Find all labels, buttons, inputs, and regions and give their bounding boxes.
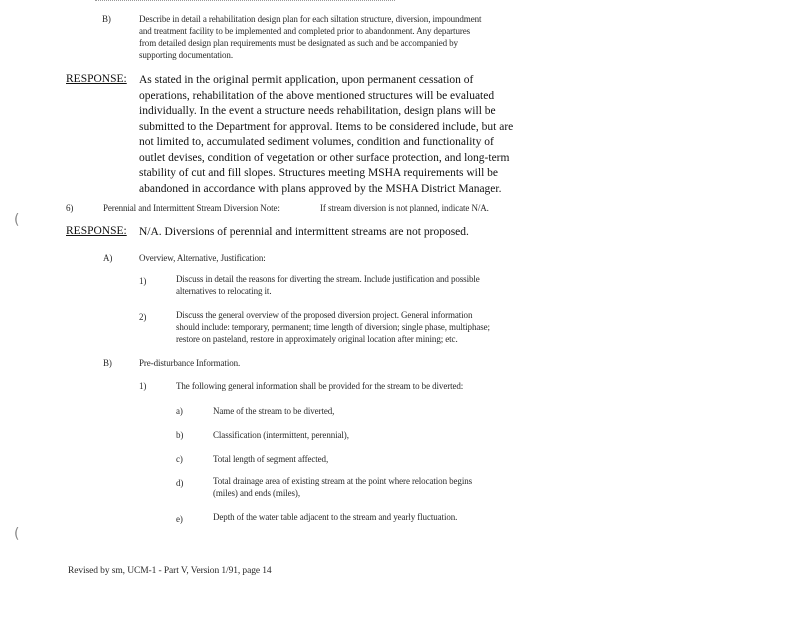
response-line: operations, rehabilitation of the above mentioned structures will be evaluated: [139, 89, 495, 102]
response-line: not limited to, accumulated sediment volumes, condition and functionality of: [139, 136, 494, 148]
binder-hole-mark: (: [14, 212, 20, 228]
subitem-marker: e): [176, 514, 183, 524]
section-a-item-line: Discuss the general overview of the proposed diversion project. General information: [176, 310, 473, 320]
section-a-item-line: should include: temporary, permanent; time length of diversion; single phase, multiphase;: [176, 322, 490, 332]
response-line: outlet devises, condition of vegetation or other surface protection, and long-term: [139, 151, 510, 164]
section-a-marker: A): [103, 253, 113, 263]
subitem-line: Name of the stream to be diverted,: [213, 406, 335, 416]
subitem-marker: d): [176, 478, 184, 488]
binder-hole-mark: (: [14, 526, 20, 542]
subitem-marker: b): [176, 430, 184, 440]
subitem-line: (miles) and ends (miles),: [213, 488, 300, 498]
response-line: As stated in the original permit application, upon permanent cessation of: [139, 74, 474, 86]
item-b-line: Describe in detail a rehabilitation design plan for each siltation structure, diversion, impoundment: [139, 14, 482, 24]
item-b-line: supporting documentation.: [139, 50, 233, 60]
section-a-item-marker: 2): [139, 312, 147, 322]
response-line: individually. In the event a structure needs rehabilitation, design plans will be: [139, 105, 496, 117]
section-b-item1-marker: 1): [139, 381, 147, 391]
section-a-item-line: restore on pasteland, restore in approximately original location after mining; etc.: [176, 334, 458, 344]
section-b-title: Pre-disturbance Information.: [139, 358, 241, 368]
subitem-line: Total length of segment affected,: [213, 454, 329, 464]
section-a-item-line: Discuss in detail the reasons for diverting the stream. Include justification and possible: [176, 274, 480, 284]
page-footer: Revised by sm, UCM-1 - Part V, Version 1/91, page 14: [68, 566, 272, 576]
response-line: stability of cut and fill slopes. Structures meeting MSHA requirements will be: [139, 167, 498, 179]
response-text: N/A. Diversions of perennial and intermittent streams are not proposed.: [139, 226, 469, 238]
subitem-marker: c): [176, 454, 183, 464]
item-b-line: from detailed design plan requirements must be designated as such and be accompanied by: [139, 38, 458, 48]
item-b-line: and treatment facility to be implemented and completed prior to abandonment. Any departures: [139, 26, 471, 36]
item-b-marker: B): [102, 14, 111, 24]
section-a-item-marker: 1): [139, 276, 147, 286]
response-line: abandoned in accordance with plans approved by the MSHA District Manager.: [139, 182, 502, 195]
subitem-marker: a): [176, 406, 183, 416]
section-b-item1-text: The following general information shall be provided for the stream to be diverted:: [176, 381, 464, 391]
subitem-line: Total drainage area of existing stream at the point where relocation begins: [213, 476, 473, 486]
section-a-item-line: alternatives to relocating it.: [176, 286, 272, 296]
response-line: submitted to the Department for approval. Items to be considered include, but are: [139, 120, 514, 133]
subitem-line: Classification (intermittent, perennial),: [213, 430, 349, 440]
section-b-marker: B): [103, 358, 112, 368]
response-label: RESPONSE:: [66, 73, 127, 85]
item6-marker: 6): [66, 203, 74, 213]
top-scan-line: [95, 0, 395, 2]
subitem-line: Depth of the water table adjacent to the stream and yearly fluctuation.: [213, 512, 458, 522]
item6-note: If stream diversion is not planned, indicate N/A.: [320, 203, 489, 213]
response-label: RESPONSE:: [66, 225, 127, 237]
item6-title: Perennial and Intermittent Stream Diversion Note:: [103, 203, 280, 213]
section-a-title: Overview, Alternative, Justification:: [139, 253, 266, 263]
